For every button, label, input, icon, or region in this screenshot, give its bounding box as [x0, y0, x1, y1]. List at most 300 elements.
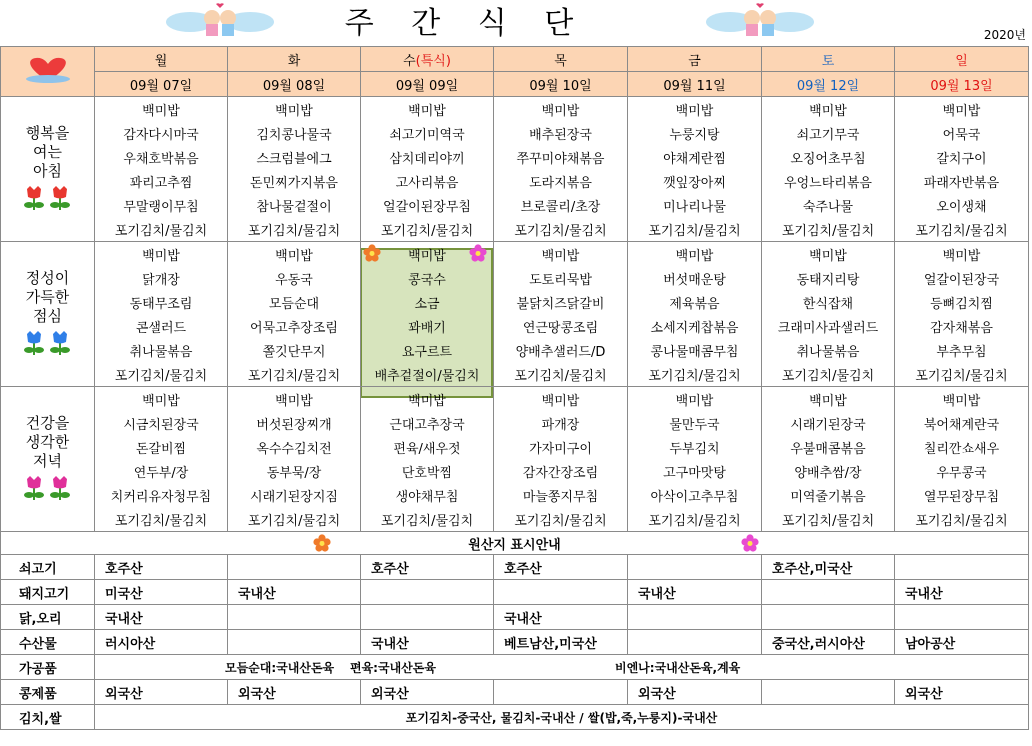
menu-item-text: 편육/새우젓 — [393, 441, 461, 457]
menu-item — [95, 266, 228, 290]
menu-item-text: 쇠고기미역국 — [389, 127, 465, 143]
menu-item — [494, 145, 628, 169]
date-header: 09월 10일 — [494, 72, 628, 97]
menu-item — [762, 459, 895, 483]
cupid-couple-icon — [160, 2, 280, 42]
menu-item-text: 포기김치/물김치 — [781, 368, 875, 384]
cupid-couple-icon — [700, 2, 820, 42]
menu-item — [228, 435, 361, 459]
menu-item-text: 백미밥 — [942, 393, 981, 409]
menu-item — [494, 169, 628, 193]
flower-icon — [363, 244, 381, 262]
date-header: 09월 12일 — [762, 72, 895, 97]
menu-item-text: 깻잎장아찌 — [663, 175, 726, 191]
menu-item — [628, 411, 762, 435]
menu-item-text: 돈민찌가지볶음 — [250, 175, 338, 191]
menu-item — [95, 483, 228, 507]
menu-item-text: 무말랭이무침 — [123, 199, 199, 215]
menu-item-text: 생야채무침 — [395, 489, 459, 505]
menu-item — [95, 97, 228, 122]
origin-value — [361, 605, 494, 630]
menu-item-text: 김치콩나물국 — [256, 127, 332, 143]
menu-item — [95, 242, 228, 267]
origin-row — [1, 680, 1029, 705]
day-header — [361, 47, 494, 72]
menu-item-text: 백미밥 — [275, 248, 313, 264]
origin-value — [494, 580, 628, 605]
menu-item-text: 포기김치/물김치 — [781, 513, 875, 529]
menu-item-text: 얼갈이된장무침 — [383, 199, 471, 215]
menu-item-text: 포기김치/물김치 — [648, 513, 741, 529]
meal-row — [1, 338, 1029, 362]
menu-item — [494, 97, 628, 122]
menu-item-text: 취나물볶음 — [796, 344, 860, 360]
origin-value: 국내산 — [95, 605, 228, 630]
menu-item-text: 우무콩국 — [936, 465, 987, 481]
menu-item — [895, 362, 1029, 387]
menu-item-text: 버섯매운탕 — [663, 272, 726, 288]
menu-item — [95, 193, 228, 217]
origin-value — [762, 605, 895, 630]
menu-item-text: 백미밥 — [408, 393, 446, 409]
menu-item — [95, 290, 228, 314]
menu-item — [494, 483, 628, 507]
menu-item-text: 닭개장 — [142, 272, 180, 288]
menu-item-text: 포기김치/물김치 — [380, 513, 474, 529]
menu-item — [628, 387, 762, 412]
menu-item — [95, 411, 228, 435]
menu-item-text: 도토리묵밥 — [529, 272, 592, 288]
origin-value — [361, 580, 494, 605]
menu-item — [628, 169, 762, 193]
menu-item — [762, 121, 895, 145]
menu-item-text: 양배추샐러드/D — [515, 344, 606, 360]
menu-item-text: 배추겉절이/물김치 — [374, 368, 480, 384]
menu-item-text: 포기김치/물김치 — [114, 223, 208, 239]
flower-icon — [313, 534, 331, 552]
menu-item — [494, 459, 628, 483]
menu-item-text: 고사리볶음 — [395, 175, 459, 191]
menu-item — [762, 97, 895, 122]
menu-item — [228, 459, 361, 483]
menu-item — [494, 435, 628, 459]
menu-item — [895, 507, 1029, 532]
menu-item-text: 우동국 — [275, 272, 313, 288]
origin-value: 러시아산 — [95, 630, 228, 655]
menu-item-text: 요구르트 — [401, 344, 453, 360]
menu-item — [895, 266, 1029, 290]
date-header: 09월 13일 — [895, 72, 1029, 97]
menu-item-text: 감자다시마국 — [123, 127, 199, 143]
menu-item-text: 제육볶음 — [669, 296, 720, 312]
menu-item-text: 소금 — [414, 296, 440, 312]
menu-item-text: 모듬순대 — [268, 296, 320, 312]
menu-item — [895, 169, 1029, 193]
origin-value — [228, 605, 361, 630]
date-header: 09월 07일 — [95, 72, 228, 97]
weekly-menu-table — [0, 46, 1029, 730]
origin-value: 중국산,러시아산 — [762, 630, 895, 655]
menu-item-text: 숙주나물 — [802, 199, 854, 215]
origin-value: 국내산 — [361, 630, 494, 655]
menu-item-text: 포기김치/물김치 — [648, 368, 741, 384]
menu-item-text: 크래미사과샐러드 — [777, 320, 879, 336]
meal-row — [1, 362, 1029, 387]
menu-item — [361, 435, 494, 459]
menu-item-text: 한식잡채 — [802, 296, 854, 312]
meal-row — [1, 97, 1029, 122]
menu-item-text: 미역줄기볶음 — [790, 489, 866, 505]
menu-item-text: 아삭이고추무침 — [650, 489, 739, 505]
menu-item-text: 오징어초무침 — [790, 151, 866, 167]
menu-item-text: 포기김치/물김치 — [247, 513, 341, 529]
menu-item-text: 포기김치/물김치 — [915, 368, 1008, 384]
menu-item-text: 배추된장국 — [529, 127, 592, 143]
meal-label — [1, 242, 95, 387]
origin-value — [494, 680, 628, 705]
menu-item-text: 연두부/장 — [133, 465, 189, 481]
menu-item — [494, 193, 628, 217]
origin-value — [628, 605, 762, 630]
day-header — [628, 47, 762, 72]
meal-row — [1, 435, 1029, 459]
date-header: 09월 11일 — [628, 72, 762, 97]
origin-value: 외국산 — [895, 680, 1029, 705]
meal-row — [1, 145, 1029, 169]
menu-item-text: 포기김치/물김치 — [380, 223, 474, 239]
meal-row — [1, 121, 1029, 145]
menu-item — [361, 217, 494, 242]
menu-item — [361, 242, 494, 267]
day-name: 목 — [554, 53, 567, 69]
menu-item — [361, 169, 494, 193]
menu-item-text: 가자미구이 — [529, 441, 592, 457]
meal-row — [1, 266, 1029, 290]
menu-item-text: 백미밥 — [809, 393, 847, 409]
menu-item — [361, 459, 494, 483]
menu-item-text: 쫄깃단무지 — [262, 344, 326, 360]
menu-item — [95, 387, 228, 412]
menu-item — [361, 97, 494, 122]
menu-item-text: 포기김치/물김치 — [514, 223, 607, 239]
menu-item — [95, 169, 228, 193]
meal-label-line: 가득한 — [25, 287, 70, 306]
menu-item — [228, 362, 361, 387]
menu-item-text: 포기김치/물김치 — [247, 368, 341, 384]
menu-item-text: 시래기된장지짐 — [250, 489, 338, 505]
meal-label-line: 아침 — [33, 161, 62, 180]
menu-item — [628, 435, 762, 459]
menu-item — [895, 338, 1029, 362]
menu-item-text: 백미밥 — [408, 248, 446, 264]
menu-item-text: 포기김치/물김치 — [915, 513, 1008, 529]
origin-value — [628, 630, 762, 655]
menu-item — [95, 338, 228, 362]
menu-item — [895, 242, 1029, 267]
menu-item — [228, 387, 361, 412]
meal-row — [1, 483, 1029, 507]
menu-item — [762, 338, 895, 362]
menu-item-text: 시금치된장국 — [123, 417, 199, 433]
origin-value: 외국산 — [228, 680, 361, 705]
flower-icon — [741, 534, 759, 552]
meal-label-line: 저녁 — [33, 451, 62, 470]
day-header — [494, 47, 628, 72]
menu-item-text: 백미밥 — [541, 103, 580, 119]
menu-item-text: 우엉느타리볶음 — [784, 175, 872, 191]
menu-item-text: 포기김치/물김치 — [114, 513, 208, 529]
origin-category: 수산물 — [1, 630, 95, 655]
menu-item — [361, 483, 494, 507]
tulip-icon — [22, 330, 74, 356]
menu-item-text: 미나리나물 — [663, 199, 726, 215]
menu-item-text: 열무된장무침 — [923, 489, 1000, 505]
menu-item — [228, 145, 361, 169]
meal-row — [1, 411, 1029, 435]
menu-item — [628, 121, 762, 145]
origin-value: 국내산 — [228, 580, 361, 605]
menu-item — [228, 290, 361, 314]
menu-item — [494, 362, 628, 387]
origin-category: 돼지고기 — [1, 580, 95, 605]
tulip-decoration — [1, 330, 94, 360]
origin-category: 닭,오리 — [1, 605, 95, 630]
day-name: 금 — [688, 53, 701, 69]
menu-item-text: 콩국수 — [408, 272, 446, 288]
menu-item — [628, 145, 762, 169]
menu-item — [895, 193, 1029, 217]
origin-title-row — [1, 532, 1029, 555]
menu-item — [628, 193, 762, 217]
menu-item — [762, 193, 895, 217]
origin-note: 편육:국내산돈육 — [350, 661, 436, 675]
menu-item-text: 백미밥 — [142, 393, 180, 409]
origin-value — [895, 555, 1029, 580]
menu-item-text: 백미밥 — [809, 103, 847, 119]
menu-item-text: 백미밥 — [942, 248, 981, 264]
menu-item — [228, 169, 361, 193]
menu-item-text: 취나물볶음 — [129, 344, 193, 360]
menu-item — [361, 290, 494, 314]
menu-item-text: 양배추쌈/장 — [794, 465, 862, 481]
menu-item-text: 백미밥 — [541, 393, 580, 409]
menu-item — [361, 387, 494, 412]
origin-value: 남아공산 — [895, 630, 1029, 655]
origin-value: 국내산 — [628, 580, 762, 605]
menu-item — [95, 362, 228, 387]
menu-item-text: 백미밥 — [541, 248, 580, 264]
menu-item-text: 북어채계란국 — [923, 417, 1000, 433]
tulip-decoration — [1, 475, 94, 505]
menu-item — [494, 290, 628, 314]
menu-item-text: 시래기된장국 — [790, 417, 866, 433]
menu-item — [361, 314, 494, 338]
origin-value — [628, 555, 762, 580]
menu-item-text: 백미밥 — [675, 103, 714, 119]
menu-item — [494, 242, 628, 267]
menu-item-text: 포기김치/물김치 — [648, 223, 741, 239]
menu-item — [494, 338, 628, 362]
menu-item — [228, 97, 361, 122]
menu-item — [228, 266, 361, 290]
menu-item — [628, 459, 762, 483]
meal-row — [1, 459, 1029, 483]
origin-processed-notes — [95, 655, 1029, 680]
origin-value — [762, 680, 895, 705]
menu-item-text: 연근땅콩조림 — [522, 320, 599, 336]
menu-item — [494, 507, 628, 532]
menu-item — [628, 338, 762, 362]
menu-item-text: 근대고추장국 — [389, 417, 465, 433]
meal-row — [1, 507, 1029, 532]
menu-item — [762, 217, 895, 242]
menu-item — [762, 483, 895, 507]
origin-value: 호주산 — [494, 555, 628, 580]
flower-icon — [469, 244, 487, 262]
menu-item — [95, 217, 228, 242]
menu-item — [762, 314, 895, 338]
heart-balloon-icon — [22, 55, 74, 85]
menu-item — [494, 411, 628, 435]
day-name: 토 — [821, 53, 835, 69]
menu-item — [895, 121, 1029, 145]
menu-item — [628, 362, 762, 387]
menu-item — [494, 314, 628, 338]
origin-row — [1, 605, 1029, 630]
menu-item-text: 백미밥 — [675, 248, 714, 264]
menu-item — [895, 217, 1029, 242]
header-date-row — [1, 72, 1029, 97]
menu-item-text: 쭈꾸미야채볶음 — [516, 151, 605, 167]
menu-item — [361, 362, 494, 387]
menu-item-text: 도라지볶음 — [529, 175, 592, 191]
menu-item — [628, 97, 762, 122]
menu-item-text: 꽈리고추찜 — [129, 175, 193, 191]
origin-row — [1, 630, 1029, 655]
menu-item-text: 포기김치/물김치 — [514, 368, 607, 384]
origin-note: 비엔나:국내산돈육,계육 — [615, 661, 741, 675]
menu-item-text: 백미밥 — [142, 248, 180, 264]
menu-item-text: 포기김치/물김치 — [514, 513, 607, 529]
menu-item-text: 포기김치/물김치 — [781, 223, 875, 239]
menu-item — [628, 217, 762, 242]
menu-item — [762, 362, 895, 387]
menu-item — [628, 242, 762, 267]
menu-item — [762, 242, 895, 267]
page-title: 주 간 식 단 — [344, 6, 588, 41]
menu-item-text: 백미밥 — [675, 393, 714, 409]
menu-item-text: 옥수수김치전 — [256, 441, 332, 457]
origin-value — [762, 580, 895, 605]
origin-title-text: 원산지 표시안내 — [468, 537, 561, 553]
menu-item — [228, 121, 361, 145]
menu-item — [494, 266, 628, 290]
menu-item-text: 콘샐러드 — [135, 320, 187, 336]
menu-item — [494, 121, 628, 145]
menu-item-text: 물만두국 — [669, 417, 720, 433]
menu-item — [361, 507, 494, 532]
menu-item — [895, 483, 1029, 507]
meal-row — [1, 314, 1029, 338]
meal-label — [1, 387, 95, 532]
origin-value: 외국산 — [95, 680, 228, 705]
year-label: 2020년 — [983, 28, 1026, 42]
menu-item — [895, 435, 1029, 459]
menu-item — [762, 169, 895, 193]
menu-item — [895, 145, 1029, 169]
menu-item — [95, 145, 228, 169]
origin-note: 모듬순대:국내산돈육 — [225, 661, 335, 675]
menu-item — [361, 266, 494, 290]
menu-item-text: 포기김치/물김치 — [114, 368, 208, 384]
tulip-icon — [22, 475, 74, 501]
menu-item-text: 고구마맛탕 — [663, 465, 726, 481]
menu-item — [95, 121, 228, 145]
menu-item-text: 얼갈이된장국 — [923, 272, 1000, 288]
origin-value — [228, 630, 361, 655]
menu-item-text: 백미밥 — [942, 103, 981, 119]
day-name: 수 — [403, 53, 416, 69]
menu-item — [628, 507, 762, 532]
menu-item — [895, 290, 1029, 314]
origin-value: 국내산 — [895, 580, 1029, 605]
tulip-decoration — [1, 185, 94, 215]
origin-value: 국내산 — [494, 605, 628, 630]
origin-value — [895, 605, 1029, 630]
menu-item-text: 오이생채 — [936, 199, 987, 215]
origin-value: 베트남산,미국산 — [494, 630, 628, 655]
menu-item-text: 누룽지탕 — [669, 127, 720, 143]
menu-item-text: 감자채볶음 — [930, 320, 993, 336]
day-name: 화 — [287, 53, 301, 69]
menu-item-text: 등뼈김치찜 — [930, 296, 993, 312]
menu-item — [361, 338, 494, 362]
menu-item-text: 삼치데리야끼 — [389, 151, 465, 167]
menu-item — [762, 387, 895, 412]
meal-row — [1, 290, 1029, 314]
meal-label-line: 점심 — [33, 306, 62, 325]
menu-item — [95, 507, 228, 532]
menu-item-text: 파래자반볶음 — [923, 175, 1000, 191]
menu-item-text: 버섯된장찌개 — [256, 417, 332, 433]
origin-value: 호주산 — [95, 555, 228, 580]
meal-row — [1, 169, 1029, 193]
menu-item-text: 단호박찜 — [401, 465, 453, 481]
menu-item — [228, 217, 361, 242]
special-tag: (특식) — [415, 53, 451, 69]
menu-item — [228, 338, 361, 362]
menu-item-text: 브로콜리/초장 — [520, 199, 601, 215]
menu-item-text: 감자간장조림 — [522, 465, 599, 481]
menu-item-text: 어묵고추장조림 — [250, 320, 338, 336]
menu-item — [895, 387, 1029, 412]
meal-label-text — [1, 124, 94, 181]
origin-value — [228, 555, 361, 580]
origin-title — [1, 532, 1029, 555]
origin-category: 콩제품 — [1, 680, 95, 705]
date-header: 09월 08일 — [228, 72, 361, 97]
menu-item — [628, 483, 762, 507]
menu-item — [95, 459, 228, 483]
day-name: 일 — [955, 53, 968, 69]
day-header — [895, 47, 1029, 72]
origin-row — [1, 580, 1029, 605]
menu-item — [628, 290, 762, 314]
menu-item-text: 부추무침 — [936, 344, 987, 360]
menu-item-text: 두부김치 — [669, 441, 720, 457]
menu-item-text: 치커리유자청무침 — [110, 489, 212, 505]
menu-item-text: 포기김치/물김치 — [247, 223, 341, 239]
